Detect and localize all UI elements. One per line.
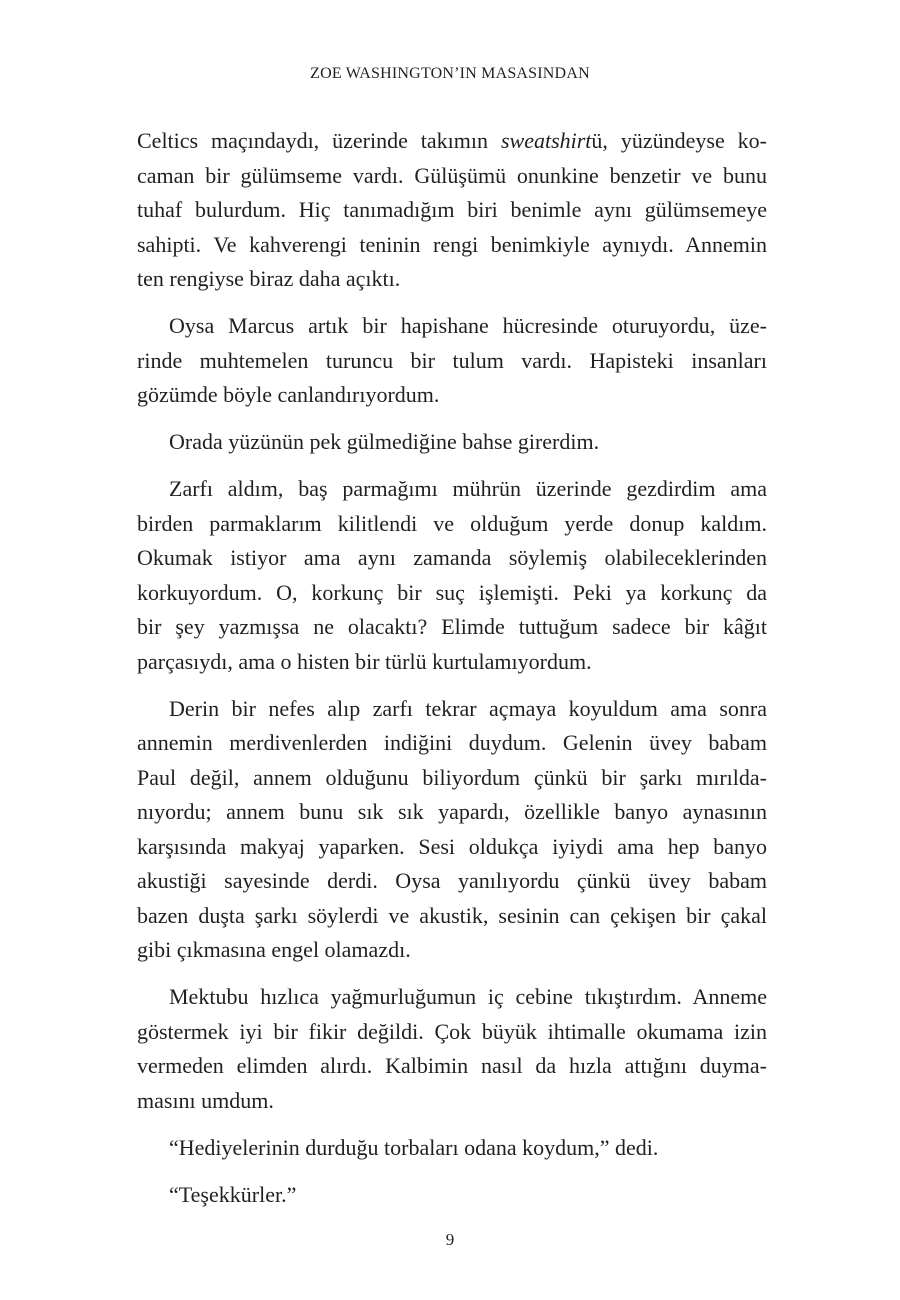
text-line: karşısında makyaj yaparken. Sesi oldukça iyiydi ama hep banyo bbox=[137, 833, 767, 859]
text-line: akustiği sayesinde derdi. Oysa yanılıyordu çünkü üvey babam bbox=[137, 868, 767, 893]
text-line: bir şey yazmışsa ne olacaktı? Elimde tuttuğum sadece bir kâğıt bbox=[137, 614, 767, 639]
text-run: ü, yüzündeyse ko- bbox=[591, 128, 767, 153]
text-line: masını umdum. bbox=[137, 1087, 274, 1113]
paragraph bbox=[137, 472, 767, 679]
paragraph-gap bbox=[137, 968, 767, 981]
text-line: gözümde böyle canlandırıyordum. bbox=[137, 382, 440, 407]
text-line: Paul değil, annem olduğunu biliyordum çünkü bir şarkı mırılda- bbox=[137, 764, 767, 790]
running-head: ZOE WASHINGTON’IN MASASINDAN bbox=[310, 65, 590, 82]
text-line bbox=[137, 124, 767, 159]
paragraph bbox=[137, 980, 767, 1118]
text-line: nıyordu; annem bunu sık sık yapardı, özellikle banyo aynasının bbox=[137, 799, 767, 824]
paragraph bbox=[137, 124, 767, 297]
paragraph-gap bbox=[137, 1118, 767, 1131]
paragraph-gap bbox=[137, 413, 767, 426]
paragraph-gap bbox=[137, 679, 767, 692]
text-line: göstermek iyi bir fikir değildi. Çok büyük ihtimalle okumama izin bbox=[137, 1018, 767, 1044]
text-line: “Teşekkürler.” bbox=[169, 1181, 297, 1207]
page-number: 9 bbox=[445, 1230, 455, 1249]
paragraph-gap bbox=[137, 297, 767, 310]
text-line: ten rengiyse biraz daha açıktı. bbox=[137, 266, 401, 291]
body-text bbox=[137, 124, 767, 1212]
text-line: bazen duşta şarkı söylerdi ve akustik, sesinin can çekişen bir çakal bbox=[137, 902, 767, 928]
text-line: Mektubu hızlıca yağmurluğumun iç cebine tıkıştırdım. Anneme bbox=[169, 984, 767, 1009]
text-line: korkuyordum. O, korkunç bir suç işlemişti. Peki ya korkunç da bbox=[137, 579, 767, 605]
text-line: rinde muhtemelen turuncu bir tulum vardı. Hapisteki insanları bbox=[137, 347, 767, 373]
italic-word: sweatshirt bbox=[500, 128, 592, 153]
text-line: vermeden elimden alırdı. Kalbimin nasıl da hızla attığını duyma- bbox=[137, 1053, 767, 1078]
text-line: annemin merdivenlerden indiğini duydum. Gelenin üvey babam bbox=[137, 730, 767, 755]
text-line: gibi çıkmasına engel olamazdı. bbox=[137, 937, 411, 962]
paragraph bbox=[137, 1131, 767, 1166]
text-line: Okumak istiyor ama aynı zamanda söylemiş olabileceklerinden bbox=[137, 545, 767, 570]
paragraph bbox=[137, 1178, 767, 1213]
text-line: caman bir gülümseme vardı. Gülüşümü onunkine benzetir ve bunu bbox=[137, 162, 767, 188]
paragraph-gap bbox=[137, 1165, 767, 1178]
text-line: parçasıydı, ama o histen bir türlü kurtulamıyordum. bbox=[137, 648, 592, 674]
text-line: sahipti. Ve kahverengi teninin rengi benimkiyle aynıydı. Annemin bbox=[137, 231, 767, 257]
text-run: Celtics maçındaydı, üzerinde takımın bbox=[137, 128, 501, 153]
text-line: tuhaf bulurdum. Hiç tanımadığım biri benimle aynı gülümsemeye bbox=[137, 197, 767, 222]
text-line: birden parmaklarım kilitlendi ve olduğum yerde donup kaldım. bbox=[137, 510, 767, 536]
text-line: Oysa Marcus artık bir hapishane hücresinde oturuyordu, üze- bbox=[169, 313, 767, 338]
paragraph bbox=[137, 425, 767, 460]
text-line: Orada yüzünün pek gülmediğine bahse girerdim. bbox=[169, 429, 600, 454]
text-line: Derin bir nefes alıp zarfı tekrar açmaya koyuldum ama sonra bbox=[169, 695, 767, 721]
paragraph-gap bbox=[137, 460, 767, 473]
paragraph bbox=[137, 692, 767, 968]
paragraph bbox=[137, 309, 767, 413]
text-line: “Hediyelerinin durduğu torbaları odana koydum,” dedi. bbox=[169, 1134, 659, 1160]
text-line: Zarfı aldım, baş parmağımı mührün üzerinde gezdirdim ama bbox=[169, 476, 767, 501]
